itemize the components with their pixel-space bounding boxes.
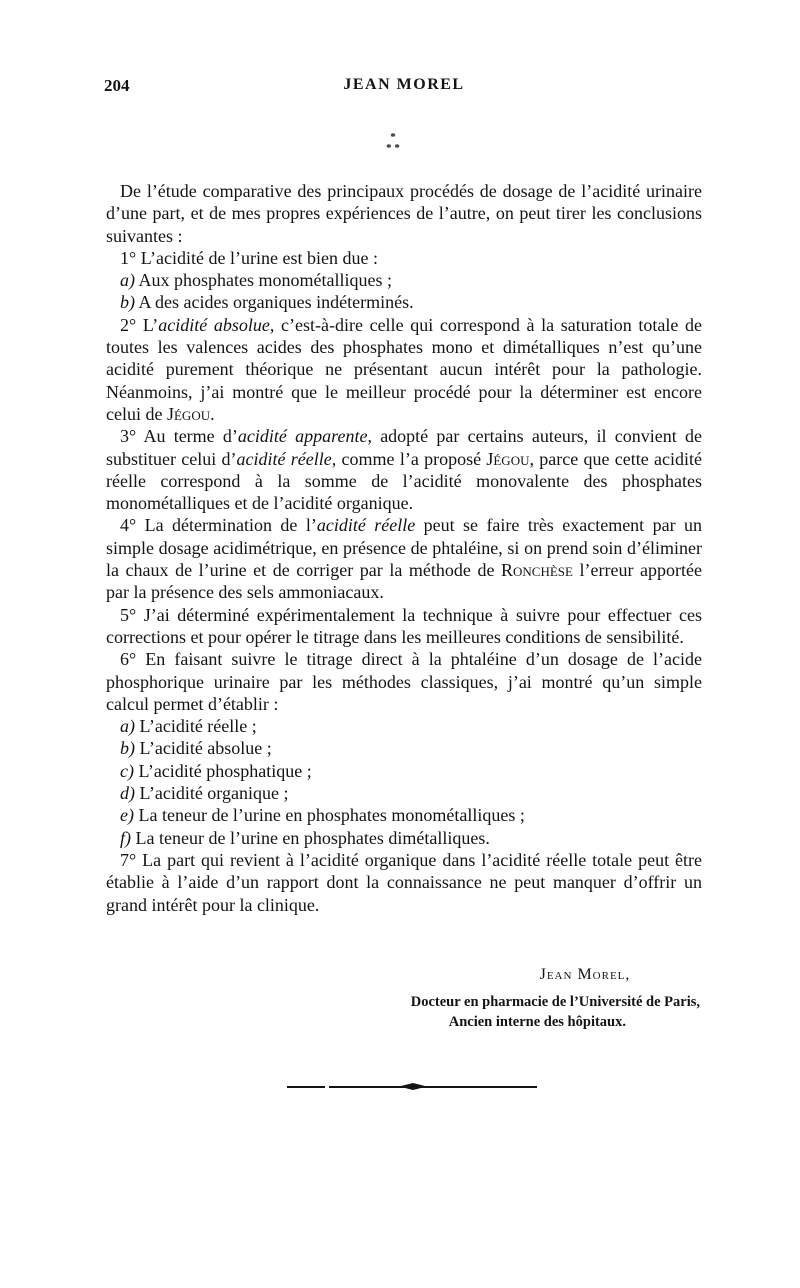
conclusion-6-item: d) L’acidité organique ; [120, 783, 289, 804]
asterism-bottom: * * [386, 142, 400, 154]
italic-term: acidité réelle [316, 515, 416, 536]
conclusion-3: 3° Au terme d’acidité apparente, adopté par certains auteurs, il convient de substituer celui d’acidité réelle, comme l’a proposé Jégou, parce que cette acidité réelle correspond à la somme de l’acidité monovalente des phosphates monométalliques et de l’acidité organique. [106, 426, 702, 514]
diamond-ornament-icon [399, 1083, 427, 1090]
conclusions-text [106, 180, 702, 916]
conclusion-1-item-b: b) A des acides organiques indéterminés. [120, 292, 414, 313]
conclusion-2: 2° L’acidité absolue, c’est-à-dire celle qui correspond à la saturation totale de toutes les valences acides des phosphates mono et dimétalliques n’est qu’une acidité purement théorique ne présentant aucun intérêt pour la pathologie. Néanmoins, j’ai montré que le meilleur procédé pour la déterminer est encore celui de Jégou. [106, 314, 702, 424]
conclusion-number: 6° [120, 649, 137, 670]
item-marker: a) [120, 716, 135, 737]
conclusion-6-item: c) L’acidité phosphatique ; [120, 760, 312, 781]
conclusion-6-item: a) L’acidité réelle ; [120, 716, 257, 737]
divider-line-left [287, 1086, 325, 1088]
author-name: Jégou [486, 448, 530, 469]
running-head: JEAN MOREL [343, 76, 465, 93]
asterism-top: * [390, 131, 396, 143]
item-marker: c) [120, 760, 134, 781]
italic-term: acidité réelle [236, 448, 332, 469]
italic-term: acidité apparente [237, 426, 368, 447]
conclusion-6-item: f) La teneur de l’urine en phosphates dimétalliques. [120, 827, 490, 848]
signature-title: Docteur en pharmacie de l’Université de Paris, [410, 994, 700, 1010]
item-marker: f) [120, 827, 131, 848]
author-signature [360, 966, 700, 1032]
conclusion-6: 6° En faisant suivre le titrage direct à la phtaléine d’un dosage de l’acide phosphorique urinaire par les méthodes classiques, j’ai montré qu’un simple calcul permet d’établir : [106, 649, 702, 714]
signature-name: Jean Morel, [539, 966, 631, 983]
signature-affiliation: Ancien interne des hôpitaux. [448, 1014, 626, 1030]
page-header [104, 76, 704, 100]
conclusion-number: 4° [120, 515, 137, 536]
end-ornament-divider [287, 1076, 537, 1096]
asterism-ornament [368, 132, 418, 162]
item-marker: b) [120, 738, 135, 759]
divider-line-right [329, 1086, 537, 1088]
conclusion-5: 5° J’ai déterminé expérimentalement la technique à suivre pour effectuer ces corrections et pour opérer le titrage dans les meilleures conditions de sensibilité. [106, 604, 703, 647]
author-name: Jégou [166, 403, 211, 424]
conclusion-1-item-a: a) Aux phosphates monométalliques ; [120, 270, 392, 291]
conclusion-6-item: b) L’acidité absolue ; [120, 738, 272, 759]
conclusion-number: 5° [120, 604, 137, 625]
conclusion-1: 1° L’acidité de l’urine est bien due : [120, 247, 378, 268]
author-name: Ronchèse [501, 560, 573, 581]
conclusion-7: 7° La part qui revient à l’acidité organique dans l’acidité réelle totale peut être établie à l’aide d’un rapport dont la connaissance ne peut manquer d’offrir un grand intérêt pour la clinique. [106, 849, 702, 915]
conclusion-number: 3° [120, 426, 137, 447]
conclusion-6-item: e) La teneur de l’urine en phosphates monométalliques ; [120, 805, 525, 826]
conclusion-number: 1° [120, 247, 137, 268]
item-marker: a) [120, 270, 135, 291]
conclusion-4: 4° La détermination de l’acidité réelle peut se faire très exactement par un simple dosage acidimétrique, en présence de phtaléine, si on prend soin d’éliminer la chaux de l’urine et de corriger par la méthode de Ronchèse l’erreur apportée par la présence des sels ammoniacaux. [106, 515, 703, 603]
item-marker: e) [120, 805, 134, 826]
italic-term: acidité absolue [158, 314, 270, 335]
item-marker: d) [120, 783, 135, 804]
intro-paragraph: De l’étude comparative des principaux procédés de dosage de l’acidité urinaire d’une part, et de mes propres expériences de l’autre, on peut tirer les conclusions suivantes : [106, 181, 702, 246]
conclusion-number: 7° [120, 849, 137, 870]
conclusion-number: 2° [120, 314, 137, 335]
page-number: 204 [104, 76, 130, 95]
item-marker: b) [120, 292, 135, 313]
